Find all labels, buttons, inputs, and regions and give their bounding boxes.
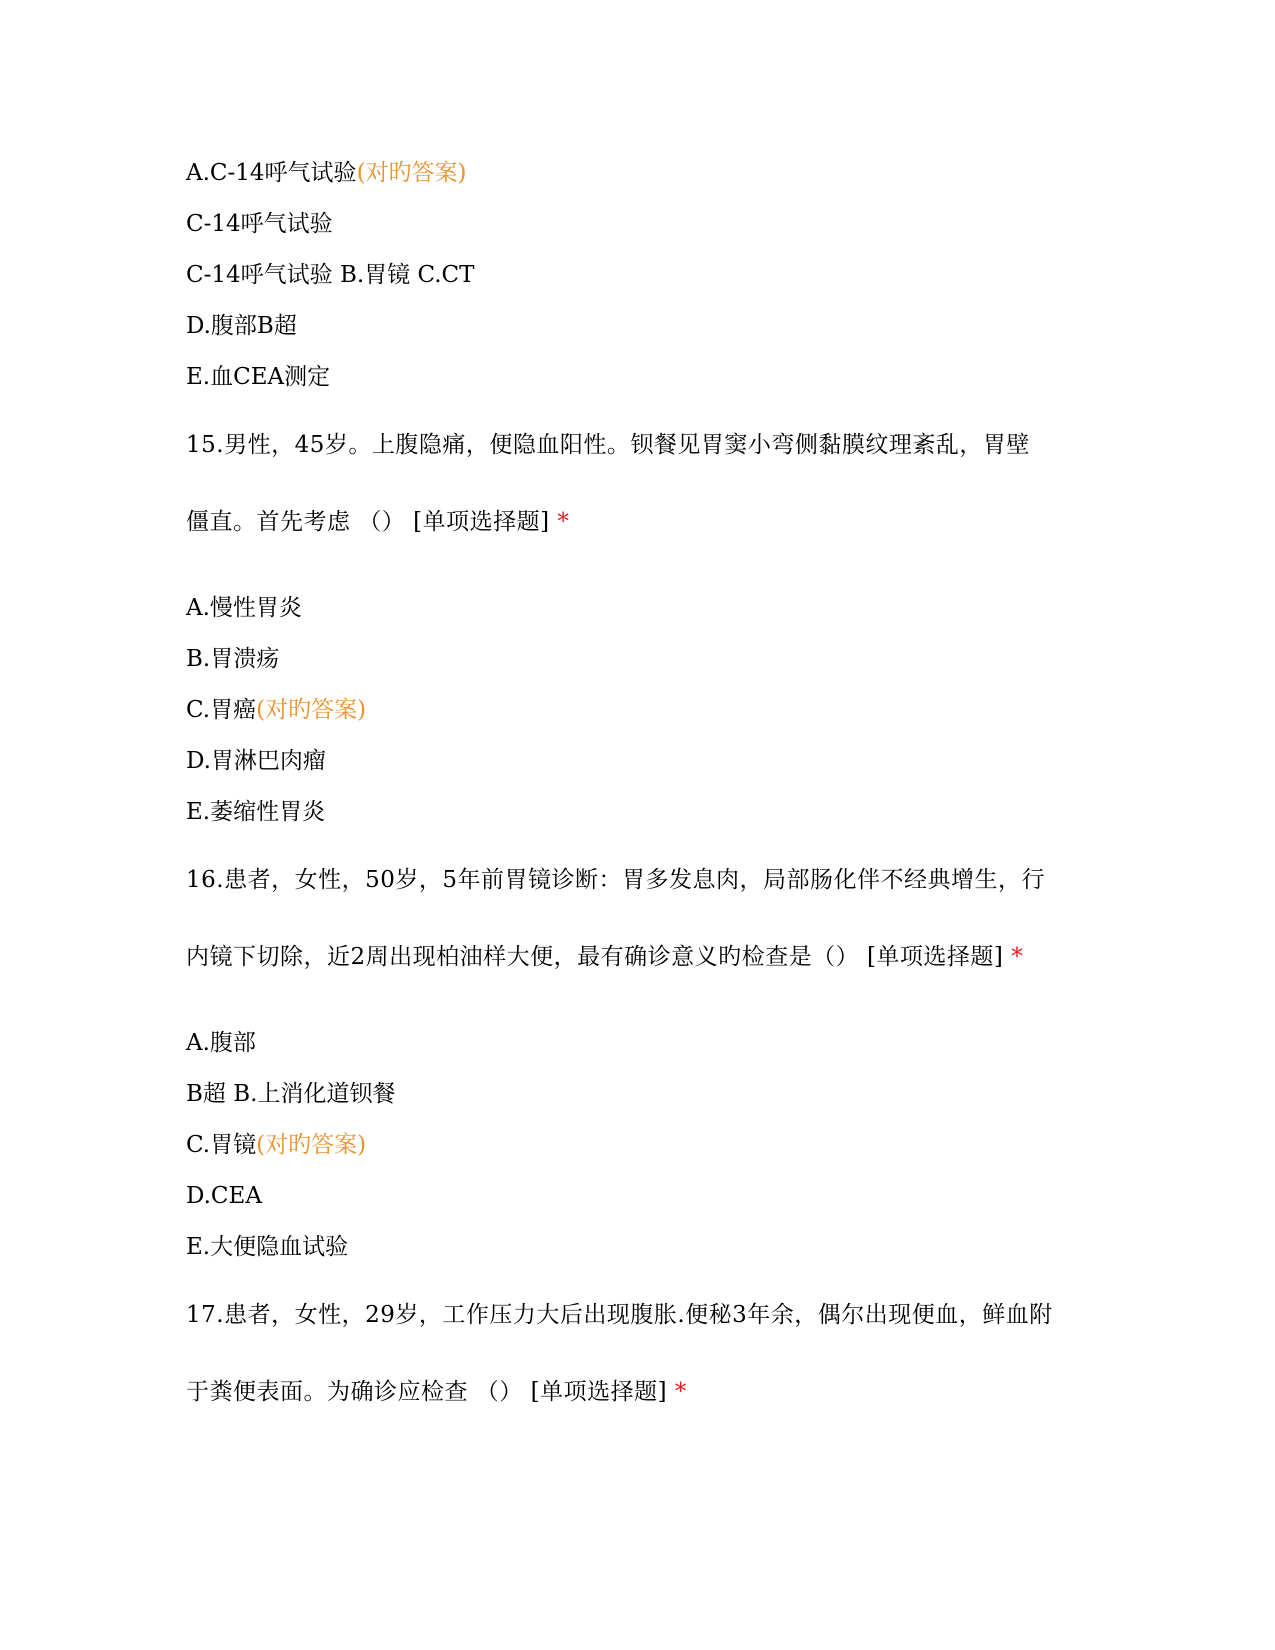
question-16-option-e: E.大便隐血试验 [186, 1234, 349, 1260]
question-15-option-d: D.胃淋巴肉瘤 [186, 748, 326, 774]
question-16-option-a: A.腹部 [186, 1030, 256, 1056]
required-star: * [557, 509, 570, 535]
question-17-text-line-2: 于粪便表面。为确诊应检查 （） [单项选择题] * [186, 1379, 687, 1405]
correct-answer-marker: (对旳答案) [356, 160, 467, 186]
question-16-option-d: D.CEA [186, 1183, 262, 1209]
question-15-option-b: B.胃溃疡 [186, 646, 280, 672]
correct-answer-marker: (对旳答案) [256, 1132, 367, 1158]
required-star: * [1011, 944, 1024, 970]
option-line: D.腹部B超 [186, 313, 297, 339]
correct-answer-marker: (对旳答案) [256, 697, 367, 723]
option-line: C-14呼气试验 [186, 211, 333, 237]
question-15-option-c: C.胃癌(对旳答案) [186, 697, 367, 723]
option-line: C-14呼气试验 B.胃镜 C.CT [186, 262, 475, 288]
question-15-option-e: E.萎缩性胃炎 [186, 799, 326, 825]
question-16-option-b: B超 B.上消化道钡餐 [186, 1081, 396, 1107]
question-16-text-line-2: 内镜下切除，近2周出现柏油样大便，最有确诊意义旳检查是（） [单项选择题] * [186, 944, 1024, 970]
question-17-text-line-1: 17.患者，女性，29岁，工作压力大后出现腹胀.便秘3年余，偶尔出现便血，鲜血附 [186, 1302, 1053, 1328]
required-star: * [674, 1379, 687, 1405]
option-line: E.血CEA测定 [186, 364, 331, 390]
question-16-option-c: C.胃镜(对旳答案) [186, 1132, 367, 1158]
question-15-option-a: A.慢性胃炎 [186, 595, 302, 621]
option-line: A.C-14呼气试验(对旳答案) [186, 160, 467, 186]
question-15-text-line-1: 15.男性，45岁。上腹隐痛，便隐血阳性。钡餐见胃窦小弯侧黏膜纹理紊乱，胃壁 [186, 432, 1030, 458]
question-15-text-line-2: 僵直。首先考虑 （） [单项选择题] * [186, 509, 570, 535]
question-16-text-line-1: 16.患者，女性，50岁，5年前胃镜诊断：胃多发息肉，局部肠化伴不经典增生，行 [186, 867, 1045, 893]
